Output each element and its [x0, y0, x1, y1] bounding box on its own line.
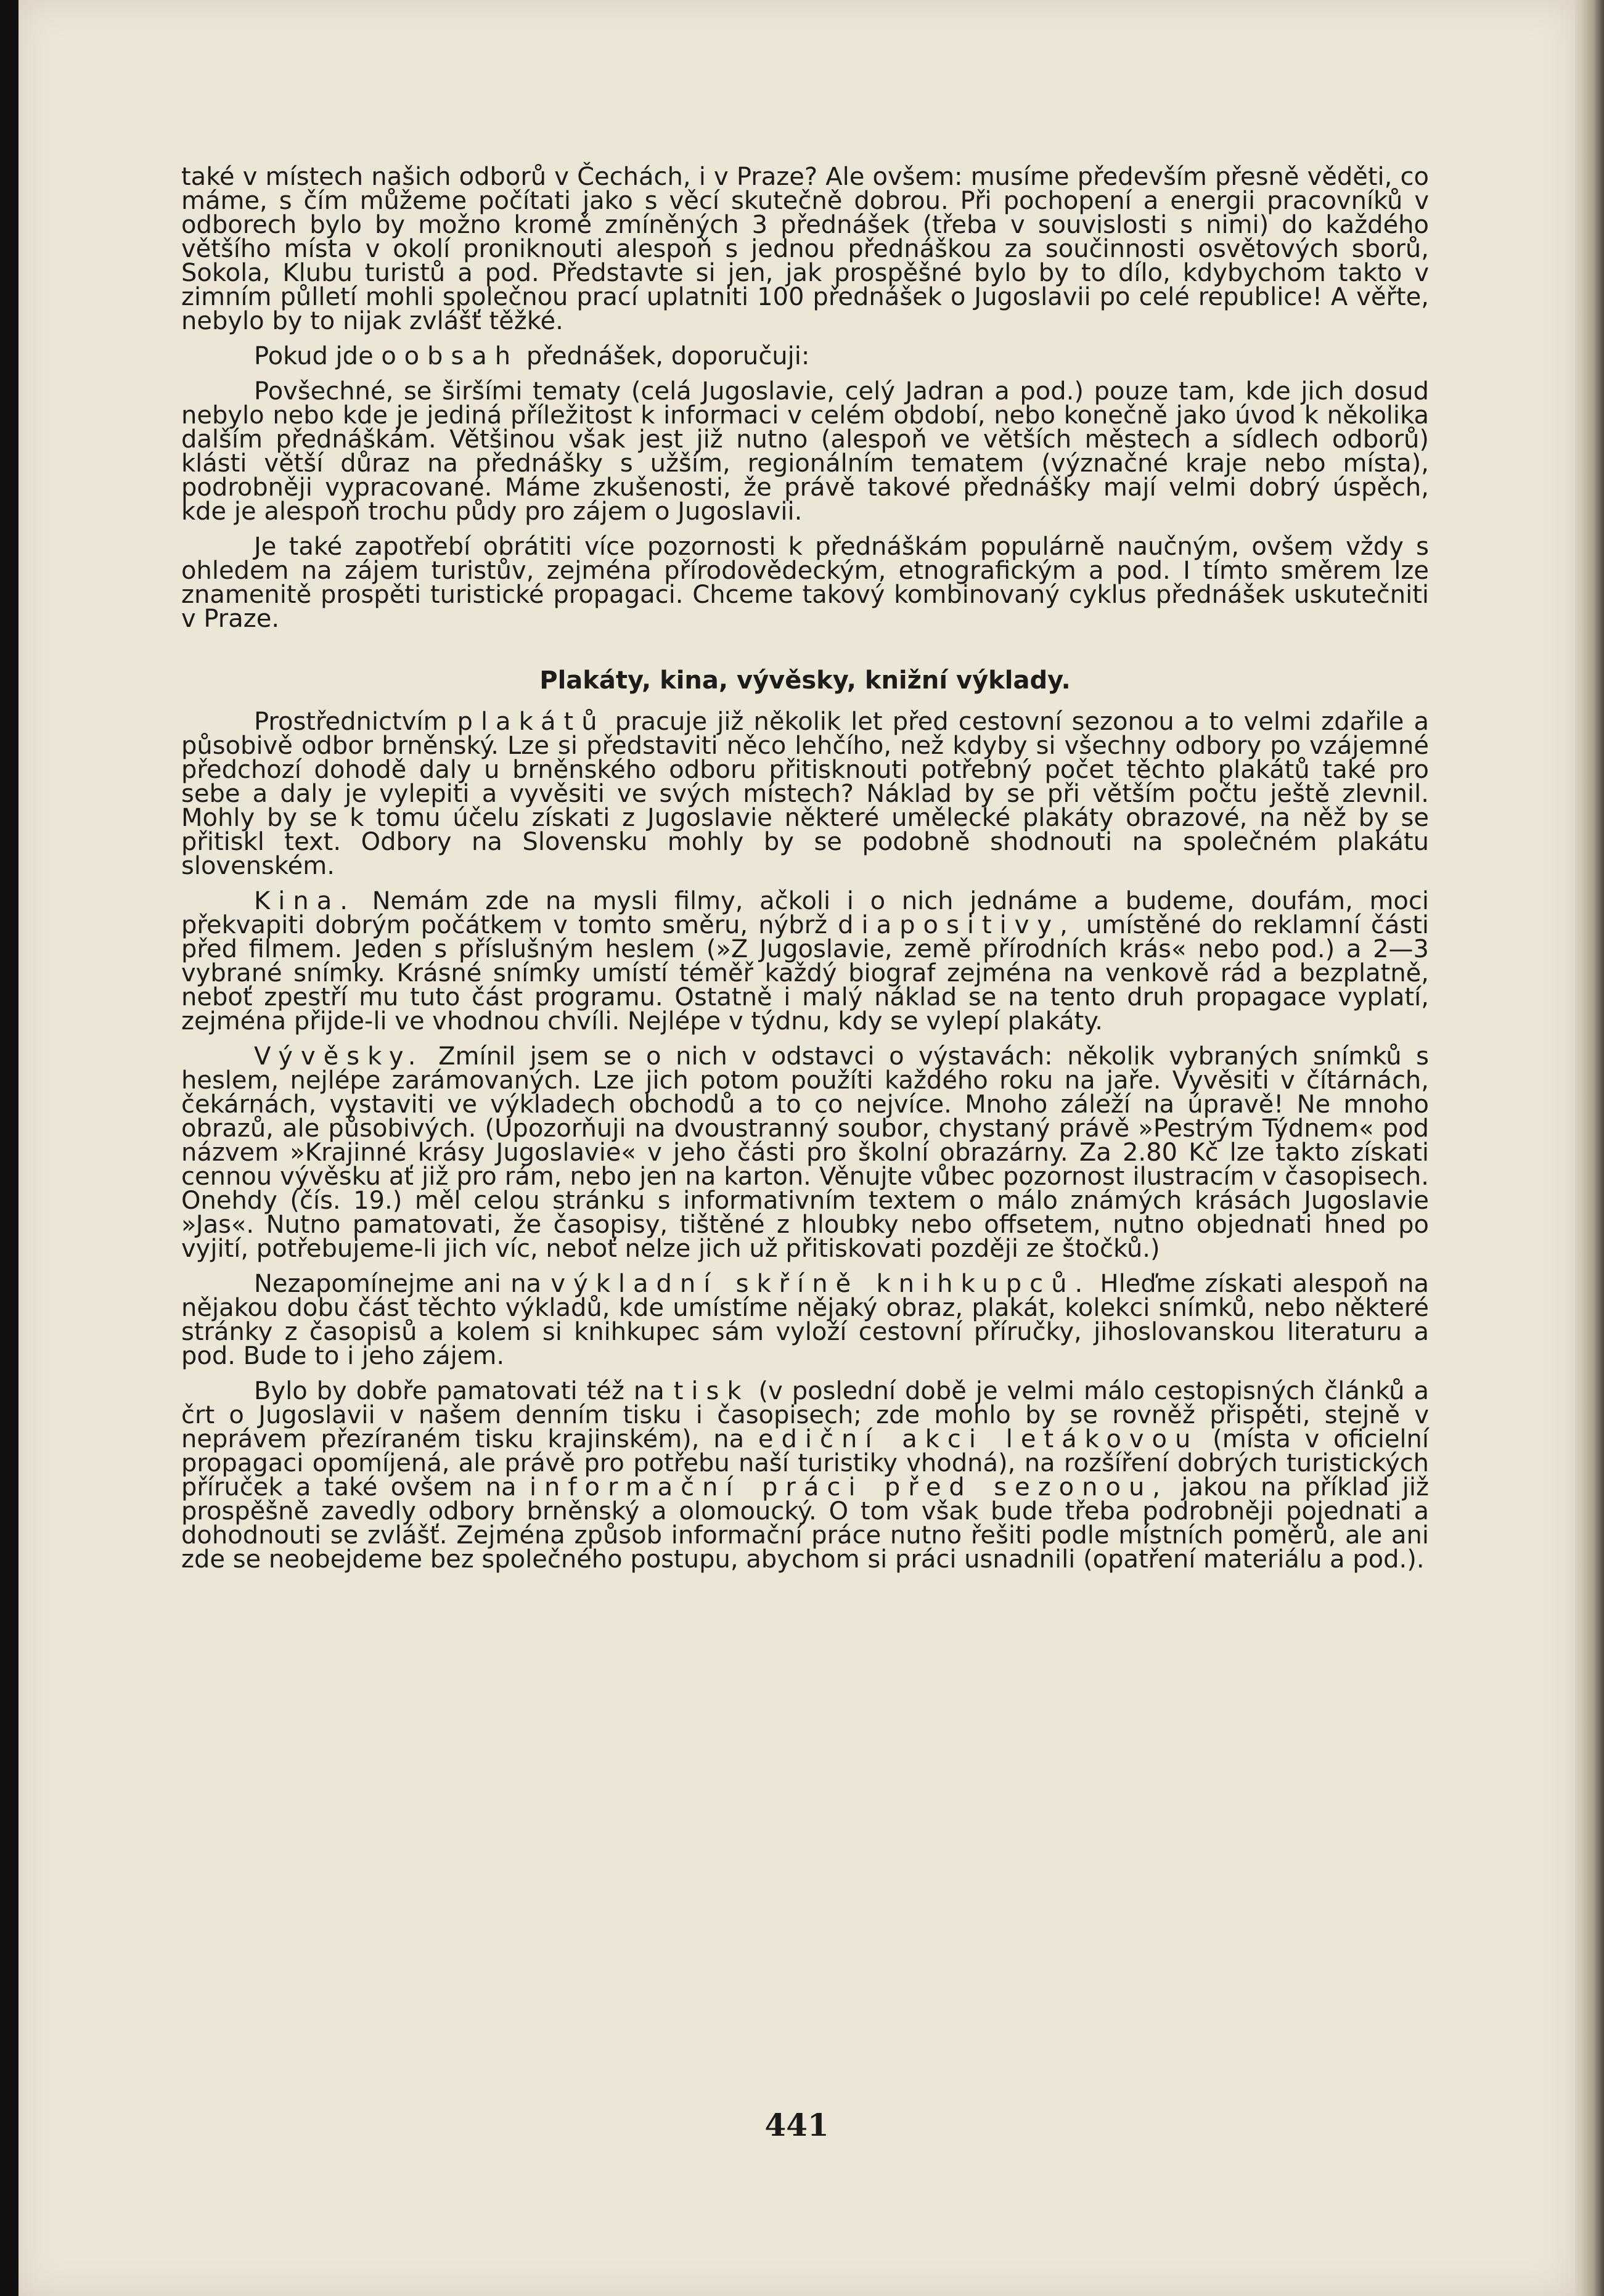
spaced-term-informacni-prace: informační práci před sezonou,	[529, 1473, 1169, 1501]
spaced-term-plakatu: plakátů	[457, 708, 605, 736]
body-text	[181, 165, 1429, 1572]
paragraph-8-lead: Nezapomínejme ani na	[254, 1270, 542, 1298]
paragraph-1: také v místech našich odborů v Čechách, i v Praze? Ale ovšem: musíme především přesně věděti, co máme, s čím můžeme počítati jako s věcí skutečně dobrou. Při pochopení a energii pracovníků v odborech bylo by možno kromě zmíněných 3 přednášek (třeba v souvislosti s nimi) do každého většího místa v okolí proniknouti alespoň s jednou přednáškou za součinnosti osvětových sborů, Sokola, Klubu turistů a pod. Představte si jen, jak prospěšné bylo by to dílo, kdybychom takto v zimním půlletí mohli společnou prací uplatniti 100 přednášek o Jugoslavii po celé republice! A věřte, nebylo by to nijak zvlášť těžké.	[181, 163, 1429, 335]
paragraph-9	[181, 1379, 1429, 1572]
paragraph-2-lead: Pokud jde o	[254, 342, 396, 370]
spaced-term-edicni-akce: ediční akci letákovou	[758, 1425, 1199, 1453]
paragraph-5-text: pracuje již několik let před cestovní sezonou a to velmi zdařile a působivě odbor brněnský. Lze si představiti něco lehčího, než kdyby si všechny odbory po vzájemné předchozí dohodě daly u brněnského odboru přitisknouti potřebný počet těchto plakátů také pro sebe a daly je vylepiti a vyvěsiti ve svých místech? Náklad by se při větším počtu ještě zlevnil. Mohly by se k tomu účelu získati z Jugoslavie některé umělecké plakáty obrazové, na něž by se přitiskl text. Odbory na Slovensku mohly by se podobně shodnouti na společném plakátu slovenském.	[181, 708, 1430, 880]
spaced-term-diapositivy: diapositivy,	[838, 911, 1076, 939]
spaced-term-obsah: obsah	[404, 342, 519, 370]
page-edge-right	[1575, 0, 1604, 2296]
paragraph-9-text-a: (v poslední době je velmi málo cestopisných článků a črt o Jugoslavii v našem denním tisku i časopisech; zde mohlo by se rovněž přispěti, stejně v neprávem přezíraném tisku krajinském), na	[181, 1377, 1430, 1453]
section-heading: Plakáty, kina, vývěsky, knižní výklady.	[539, 666, 1071, 695]
paragraph-9-text-b: (místa v oficielní propagaci opomíjená, ale právě pro potřebu naší turistiky vhodná), na rozšíření dobrých turistických příruček a také ovšem na	[181, 1425, 1430, 1501]
paragraph-3: Povšechné, se širšími tematy (celá Jugoslavie, celý Jadran a pod.) pouze tam, kde jich dosud nebylo nebo kde je jediná příležitost k informaci v celém období, nebo konečně jako úvod k několika dalším přednáškám. Většinou však jest již nutno (alespoň ve větších městech a sídlech odborů) klásti větší důraz na přednášky s užším, regionálním tematem (význačné kraje nebo místa), podrobněji vypracované. Máme zkušenosti, že právě takové přednášky mají velmi dobrý úspěch, kde je alespoň trochu půdy pro zájem o Jugoslavii.	[181, 377, 1429, 526]
paragraph-8	[181, 1272, 1429, 1368]
document-page	[18, 0, 1575, 2296]
paragraph-7-text: Zmínil jsem se o nich v odstavci o výstavách: několik vybraných snímků s heslem, nejlépe zarámovaných. Lze jich potom použíti každého roku na jaře. Vyvěsiti v čítárnách, čekárnách, vystaviti ve výkladech obchodů a to co nejvíce. Mnoho záleží na úpravě! Ne mnoho obrazů, ale působivých. (Upozorňuji na dvoustranný soubor, chystaný právě »Pestrým Týdnem« pod názvem »Krajinné krásy Jugoslavie« v jeho části pro školní obrazárny. Za 2.80 Kč lze takto získati cennou vývěsku ať již pro rám, nebo jen na karton. Věnujte vůbec pozornost ilustracím v časopisech. Onehdy (čís. 19.) měl celou stránku s informativním textem o málo známých krásách Jugoslavie »Jas«. Nutno pamatovati, že časopisy, tištěné z hloubky nebo offsetem, nutno objednati hned po vyjití, potřebujeme-li jich víc, neboť nelze jich už přitiskovati později ze štočků.)	[181, 1042, 1429, 1263]
paragraph-4: Je také zapotřebí obrátiti více pozornosti k přednáškám populárně naučným, ovšem vždy s ohledem na zájem turistův, zejména přírodovědeckým, etnografickým a pod. I tímto směrem lze znamenitě prospěti turistické propagaci. Chceme takový kombinovaný cyklus přednášek uskutečniti v Praze.	[181, 533, 1429, 633]
paragraph-6	[181, 889, 1429, 1034]
paragraph-9-text-c: jakou na příklad již prospěšně zavedly odbory brněnský a olomoucký. O tom však bude třeba podrobněji pojednati a dohodnouti se zvlášť. Zejména způsob informační práce nutno řešiti podle místních poměrů, ale ani zde se neobejdeme bez společného postupu, abychom si práci usnadnili (opatření materiálu a pod.).	[181, 1473, 1429, 1574]
spaced-term-tisk: tisk	[673, 1377, 750, 1405]
paragraph-6-text-a: Nemám zde na mysli filmy, ačkoli i o nich jednáme a budeme, doufám, moci překvapiti dobrým počátkem v tomto směru, nýbrž	[181, 887, 1430, 939]
paragraph-8-text: Hleďme získati alespoň na nějakou dobu část těchto výkladů, kde umístíme nějaký obraz, plakát, kolekci snímků, nebo některé stránky z časopisů a kolem si knihkupec sám vyloží cestovní příručky, jihoslovanskou literaturu a pod. Bude to i jeho zájem.	[181, 1270, 1430, 1370]
paragraph-5-lead: Prostřednictvím	[254, 708, 448, 736]
scan-border-left	[0, 0, 18, 2296]
spaced-term-vyvesky: Vývěsky.	[254, 1042, 424, 1071]
page-number: 441	[764, 2107, 829, 2143]
spaced-term-kina: Kina.	[254, 887, 356, 915]
paragraph-9-lead: Bylo by dobře pamatovati též na	[254, 1377, 665, 1405]
paragraph-6-text-b: umístěné do reklamní části před filmem. Jeden s příslušným heslem (»Z Jugoslavie, země přírodních krás« nebo pod.) a 2—3 vybrané snímky. Krásné snímky umístí téměř každý biograf zejména na venkově rád a bezplatně, neboť zpestří mu tuto část programu. Ostatně i malý náklad se na tento druh propagace vyplatí, zejména přijde-li ve vhodnou chvíli. Nejlépe v týdnu, kdy se vylepí plakáty.	[181, 911, 1430, 1036]
paragraph-5	[181, 710, 1429, 878]
paragraph-2	[181, 342, 1429, 370]
paragraph-7	[181, 1042, 1429, 1263]
spaced-term-vykladni-skrine: výkladní skříně knihkupců.	[550, 1270, 1091, 1298]
paragraph-2-text: přednášek, doporučuji:	[526, 342, 810, 370]
